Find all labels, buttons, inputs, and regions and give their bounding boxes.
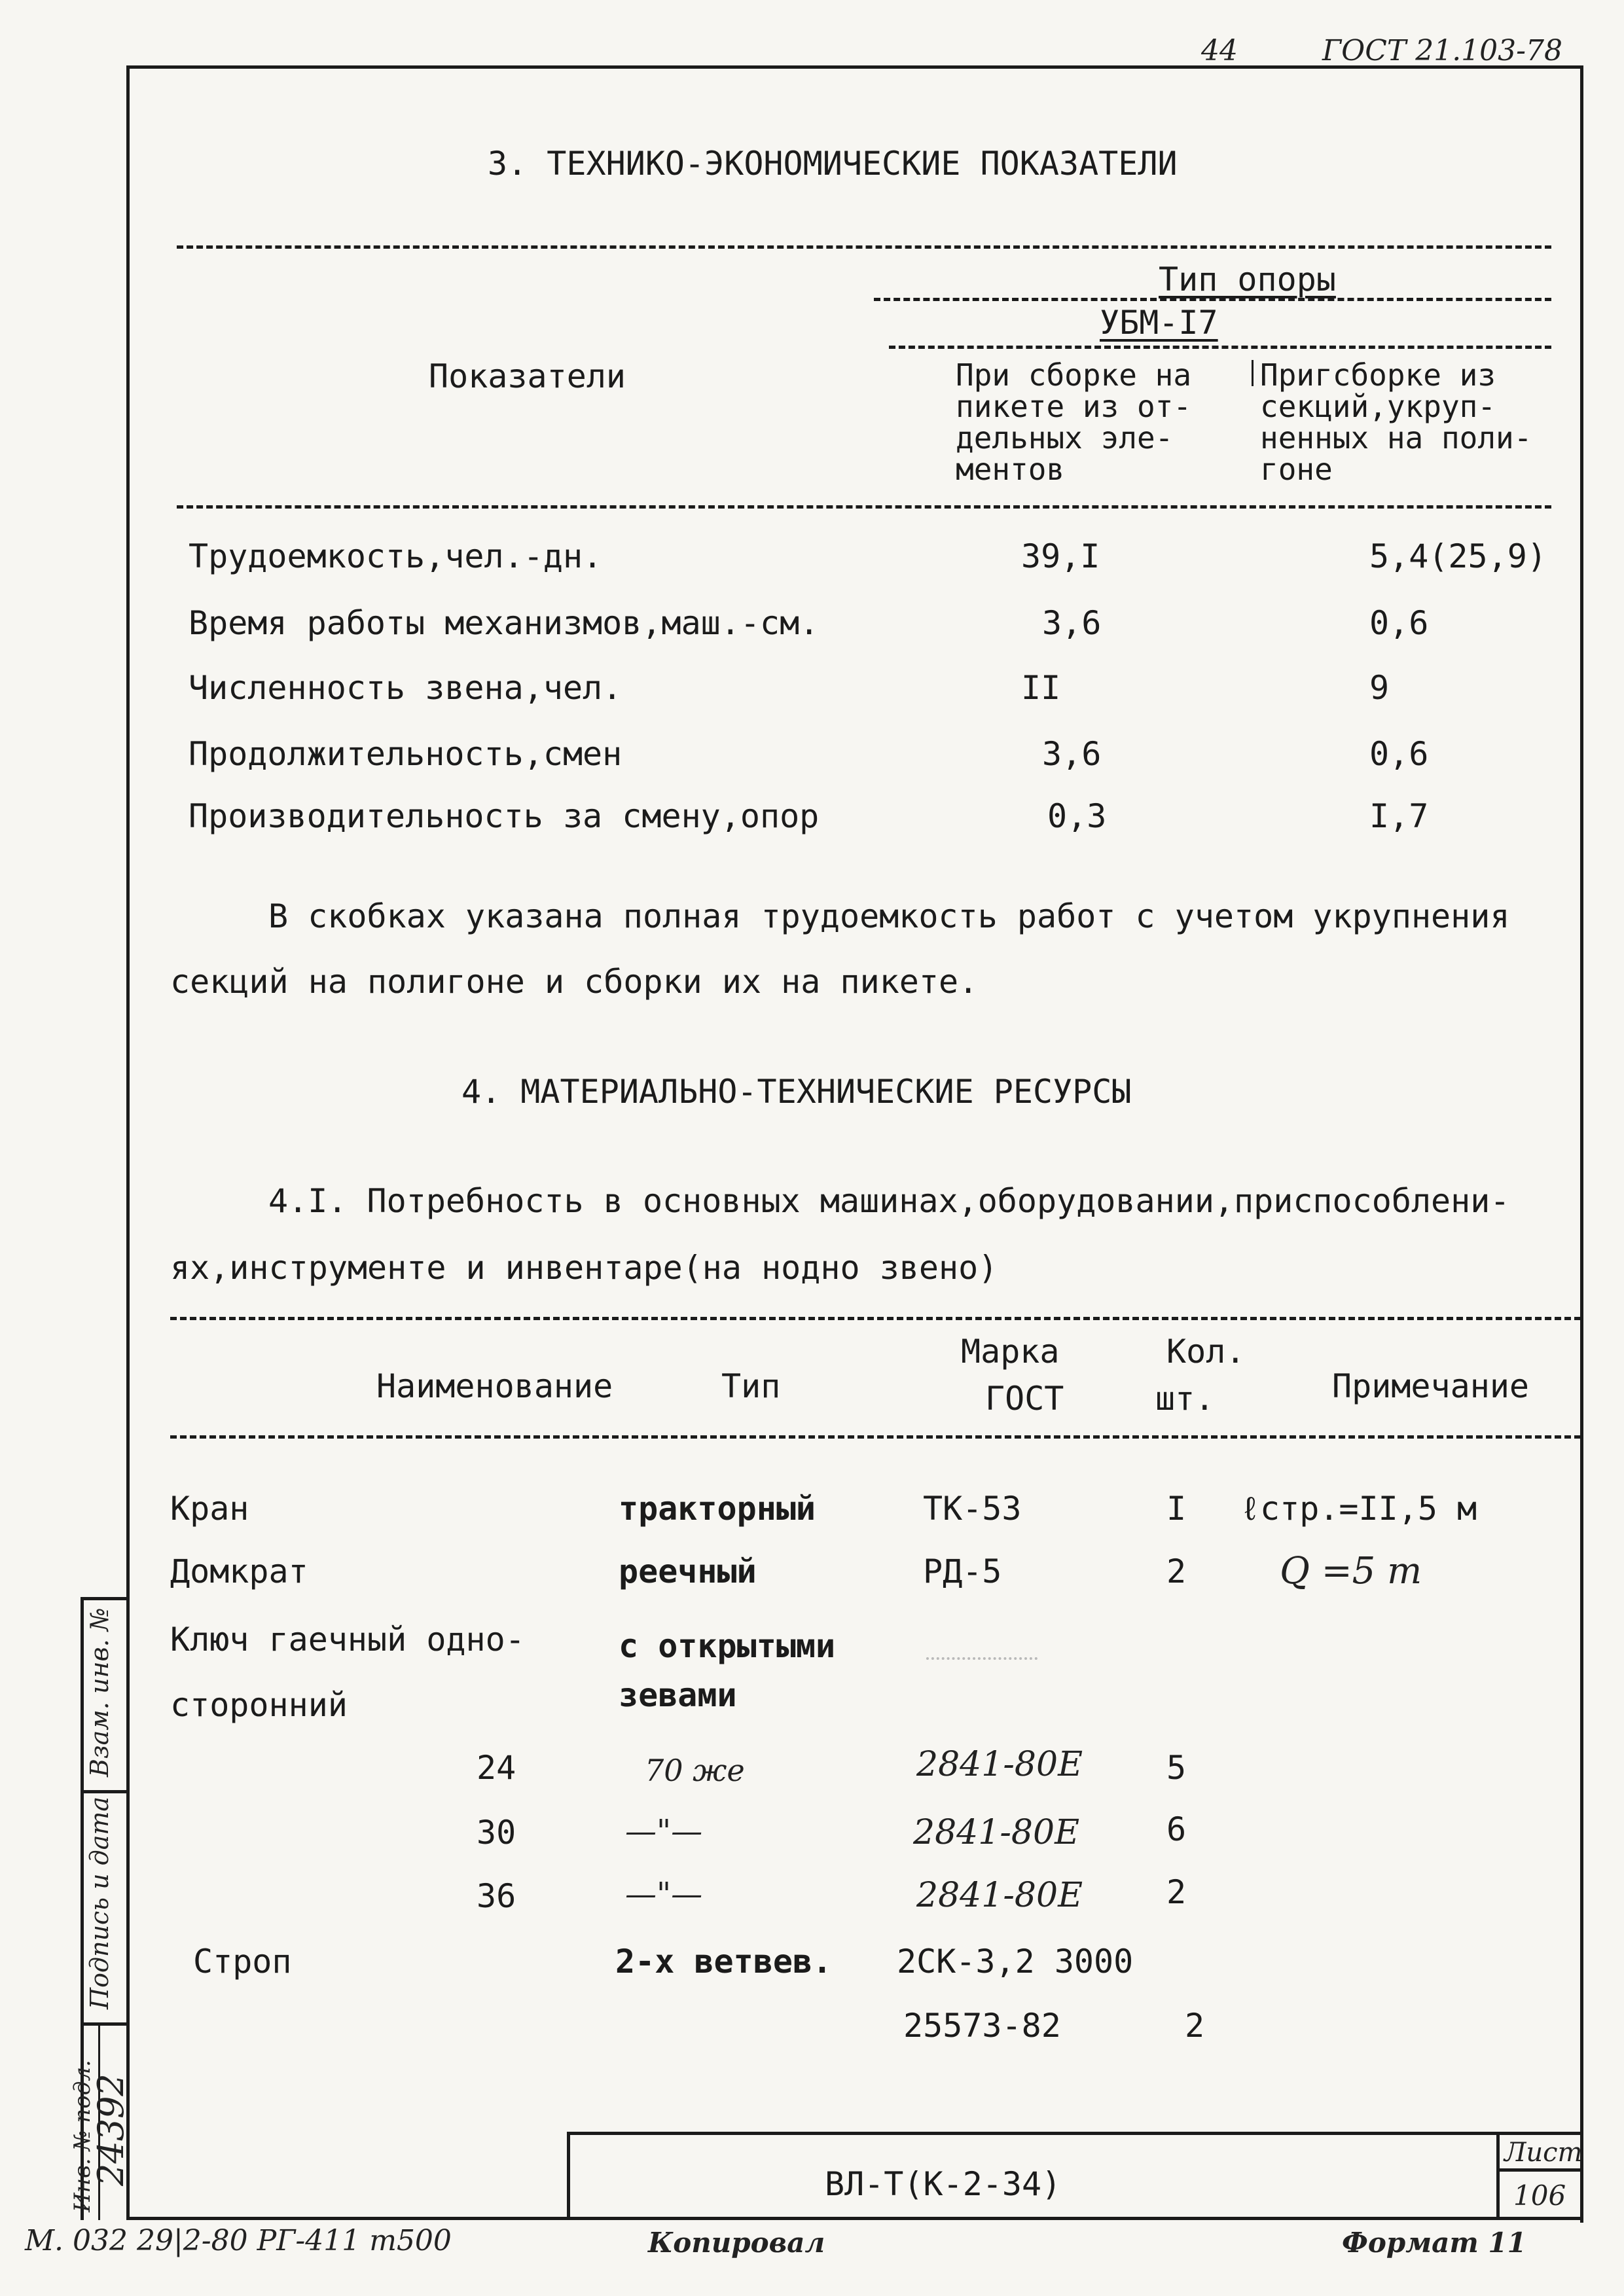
table1-row-label: Время работы механизмов,маш.-см. [189, 604, 820, 642]
table1-row-value-a: 3,6 [1042, 735, 1102, 773]
col-a-header-1: При сборке на [956, 357, 1192, 393]
document-code: ВЛ-Т(К-2-34) [825, 2165, 1062, 2203]
frame-right-edge-extension [1580, 65, 1583, 2223]
col-a-header-2: пикете из от- [956, 389, 1192, 424]
title-block-left [567, 2132, 570, 2220]
item-name: Кран [170, 1490, 249, 1528]
item-size: 36 [477, 1877, 516, 1915]
item-mark: 2841-80Е [913, 1813, 1080, 1852]
faded-stamp-mark [926, 1636, 1038, 1660]
item-mark: ТК-53 [923, 1490, 1022, 1528]
item-type: —"— [625, 1876, 703, 1912]
section3-note-line-2: секций на полигоне и сборки их на пикете. [170, 963, 979, 1001]
table1-row-label: Численность звена,чел. [189, 669, 623, 707]
support-model: УБМ-I7 [1100, 304, 1218, 342]
section3-note-line-1: В скобках указана полная трудоемкость работ с учетом укрупнения [268, 897, 1510, 935]
table1-row-label: Продолжительность,смен [189, 735, 623, 773]
table1-row-value-b: 5,4(25,9) [1369, 537, 1547, 575]
item-note: ℓстр.=II,5 м [1240, 1490, 1477, 1528]
table1-row-label: Производительность за смену,опор [189, 797, 820, 835]
page-number-handwritten: 44 [1201, 34, 1238, 67]
table2-header-qty-1: Кол. [1166, 1333, 1246, 1371]
table2-header-rule [170, 1435, 1581, 1439]
section4-title: 4. МАТЕРИАЛЬНО-ТЕХНИЧЕСКИЕ РЕСУРСЫ [461, 1073, 1132, 1111]
item-mark-line-2: 25573-82 [903, 2007, 1061, 2045]
col-header-separator [1252, 360, 1254, 386]
item-type-line-2: зевами [619, 1676, 737, 1714]
sheet-number: 106 [1513, 2179, 1566, 2212]
item-mark: 2841-80Е [916, 1876, 1083, 1915]
item-qty: 2 [1185, 2007, 1205, 2045]
item-name: Домкрат [170, 1552, 308, 1590]
side-stamp-sep-2 [81, 2022, 126, 2026]
sheet-label: Лист [1504, 2138, 1583, 2168]
item-name: Строп [193, 1943, 292, 1981]
gost-reference: ГОСТ 21.103-78 [1322, 34, 1563, 67]
side-stamp-top [81, 1597, 126, 1600]
item-mark: 2841-80Е [916, 1745, 1083, 1784]
item-type-line-1: с открытыми [619, 1627, 836, 1665]
table2-header-mark-1: Марка [961, 1333, 1060, 1371]
indicator-column-header: Показатели [429, 357, 626, 395]
title-block-sheet-divider [1496, 2132, 1500, 2220]
footer-format: Формат 11 [1342, 2227, 1526, 2259]
footer-copied-by: Копировал [648, 2227, 825, 2259]
table1-row-value-a: 39,I [1021, 537, 1100, 575]
table1-row-value-b: 9 [1369, 669, 1390, 707]
table2-header-name: Наименование [376, 1367, 613, 1405]
item-size: 30 [477, 1814, 516, 1852]
support-model-rule [889, 346, 1551, 349]
table1-row-value-a: 3,6 [1042, 604, 1102, 642]
item-name-line-1: Ключ гаечный одно- [170, 1621, 525, 1659]
table1-row-value-b: I,7 [1369, 797, 1429, 835]
table2-header-qty-2: шт. [1155, 1380, 1215, 1418]
section4-intro-line-2: ях,инструменте и инвентаре(на нодно звено) [170, 1249, 998, 1287]
col-a-header-4: ментов [956, 452, 1065, 487]
title-block-sheet-rule [1496, 2168, 1583, 2172]
item-type: 2-х ветвев. [615, 1943, 833, 1981]
col-a-header-3: дельных эле- [956, 420, 1174, 456]
table1-row-value-a: 0,3 [1047, 797, 1107, 835]
side-stamp-signature: Подпись и дата [85, 1796, 114, 2009]
item-qty: 2 [1166, 1873, 1187, 1911]
title-block-top [567, 2132, 1583, 2135]
side-stamp-vzam: Взам. инв. № [85, 1607, 114, 1777]
table2-header-type: Тип [721, 1367, 781, 1405]
support-type-label: Тип опоры [1159, 260, 1336, 298]
item-type: —"— [625, 1813, 703, 1850]
table1-row-value-b: 0,6 [1369, 735, 1429, 773]
col-b-header-1: Пригсборке из [1260, 357, 1496, 393]
section4-intro-line-1: 4.I. Потребность в основных машинах,оборудовании,приспособлени- [268, 1182, 1510, 1220]
table1-row-value-a: II [1021, 669, 1061, 707]
item-type: 70 же [645, 1753, 745, 1788]
side-stamp-inventory-number: 24392 [90, 2073, 132, 2186]
item-type: тракторный [619, 1490, 816, 1528]
side-stamp-sep-1 [81, 1790, 126, 1793]
item-qty: 5 [1166, 1749, 1187, 1787]
table2-top-rule [170, 1317, 1581, 1320]
item-size: 24 [477, 1749, 516, 1787]
col-b-header-2: секций,укруп- [1260, 389, 1496, 424]
footer-left-stamp: М. 032 29|2-80 РГ-411 т500 [25, 2224, 452, 2257]
item-mark: РД-5 [923, 1552, 1002, 1590]
side-stamp-inventory-label: Инв. № подл. [69, 2060, 96, 2212]
table1-row-label: Трудоемкость,чел.-дн. [189, 537, 603, 575]
table1-header-rule [177, 505, 1551, 509]
item-qty: 2 [1166, 1552, 1187, 1590]
item-qty: I [1166, 1490, 1187, 1528]
item-mark-line-1: 2СК-3,2 3000 [897, 1943, 1134, 1981]
item-qty: 6 [1166, 1810, 1187, 1848]
item-type: реечный [619, 1552, 757, 1590]
item-name-line-2: сторонний [170, 1686, 348, 1724]
table1-row-value-b: 0,6 [1369, 604, 1429, 642]
table1-top-rule [177, 245, 1551, 249]
table2-header-mark-2: ГОСТ [985, 1380, 1064, 1418]
col-b-header-4: гоне [1260, 452, 1333, 487]
col-b-header-3: ненных на поли- [1260, 420, 1532, 456]
table2-header-note: Примечание [1332, 1367, 1530, 1405]
support-type-rule [874, 298, 1551, 301]
item-note: Q =5 т [1280, 1550, 1422, 1592]
section3-title: 3. ТЕХНИКО-ЭКОНОМИЧЕСКИЕ ПОКАЗАТЕЛИ [488, 145, 1178, 183]
